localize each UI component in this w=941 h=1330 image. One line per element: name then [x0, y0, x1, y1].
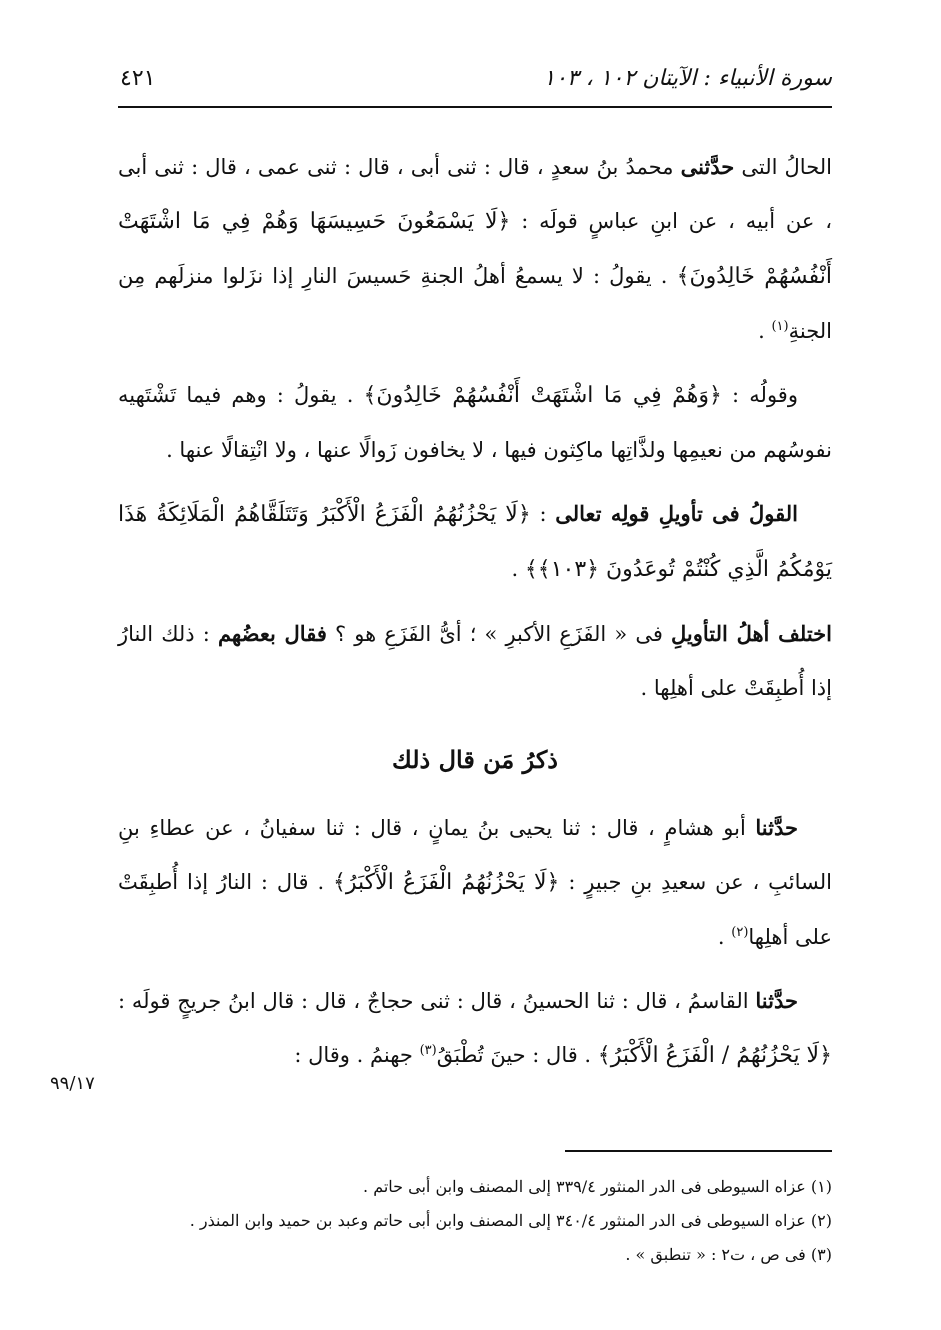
section-heading: ذكرُ مَن قال ذلك	[392, 745, 558, 774]
p1-bold-a: حدَّثنى	[680, 154, 735, 179]
paragraph-3	[118, 487, 832, 597]
footnote-2: (٢) عزاه السيوطى فى الدر المنثور ٣٤٠/٤ إلى المصنف وابن أبى حاتم وعبد بن حميد وابن المنذر .	[189, 1211, 832, 1230]
p6-quran-verse: ﴿لَا يَحْزُنُهُمُ / الْفَزَعُ الْأَكْبَرُ﴾	[597, 1043, 832, 1068]
p6-text-a: القاسمُ ، قال : ثنا الحسينُ ، قال : ثنى حجاجٌ ، قال : قال ابنُ جريجٍ قولَه :	[118, 989, 756, 1013]
running-header	[120, 58, 832, 98]
p4-bold-b: فقال بعضُهم	[217, 621, 327, 646]
p1-quran-verse: ﴿لَا يَسْمَعُونَ حَسِيسَهَا وَهُمْ فِي مَا اشْتَهَتْ أَنْفُسُهُمْ خَالِدُونَ﴾	[118, 209, 832, 289]
p6-bold-a: حدَّثنا	[755, 988, 798, 1013]
p2-text-b: . يقولُ : وهم فيما تَشْتَهيه نفوسُهم من نعيمِها ولذَّاتِها ماكِثون فيها ، لا يخافون زَوالًا عنها ، ولا انْتِقالًا عنها .	[118, 383, 832, 462]
footnote-ref-1: (١)	[771, 319, 789, 334]
paragraph-4	[118, 607, 832, 715]
paragraph-1	[118, 140, 832, 358]
p2-quran-verse: ﴿وَهُمْ فِي مَا اشْتَهَتْ أَنْفُسُهُمْ خَالِدُونَ﴾	[363, 383, 722, 408]
p4-text-b: : ذلك النارُ إذا أُطبِقَتْ على أهلِها .	[118, 622, 832, 700]
page-number: ٤٢١	[120, 65, 156, 91]
p4-bold-a: اختلف أهلُ التأويلِ	[670, 621, 832, 646]
volume-page-marker: ٩٩/١٧	[50, 1073, 95, 1094]
p3-text-b: .	[511, 557, 525, 581]
surah-title: سورة الأنبياء : الآيتان ١٠٢ ، ١٠٣	[543, 65, 832, 91]
p3-text-a: :	[530, 502, 556, 526]
footnotes	[118, 1170, 832, 1272]
p1-text-c: . يقولُ : لا يسمعُ أهلُ الجنةِ حَسيسَ النارِ إذا نزَلوا منزلَهم مِن الجنةِ	[118, 264, 832, 343]
footnote-ref-3: (٣)	[419, 1043, 437, 1058]
p3-quran-verse: ﴿لَا يَحْزُنُهُمُ الْفَزَعُ الْأَكْبَرُ وَتَتَلَقَّاهُمُ الْمَلَائِكَةُ هَذَا يَوْمُكُمُ الَّذِي كُنْتُمْ تُوعَدُونَ ﴿١٠٣﴾﴾	[118, 502, 832, 582]
p5-text-a: أبو هشامٍ ، قال : ثنا يحيى بنُ يمانٍ ، قال : ثنا سفيانُ ، عن عطاءِ بنِ السائبِ ، عن سعيدِ بنِ جبيرٍ :	[118, 816, 833, 894]
p6-text-c: جهنمُ . وقال :	[294, 1043, 420, 1067]
p1-text-b: محمدُ بنُ سعدٍ ، قال : ثنى أبى ، قال : ثنى عمى ، قال : ثنى أبى ، عن أبيه ، عن ابنِ عباسٍ قولَه :	[118, 155, 832, 233]
footnote-3: (٣) فى ص ، ت٢ : « تنطبق » .	[625, 1245, 832, 1264]
p6-text-b: . قال : حينَ تُطْبَقُ	[436, 1043, 598, 1067]
p1-text-d: .	[758, 319, 772, 343]
p5-text-c: .	[717, 925, 732, 949]
footnote-ref-2: (٢)	[731, 925, 749, 940]
p5-quran-verse: ﴿لَا يَحْزُنُهُمُ الْفَزَعُ الْأَكْبَرُ﴾	[333, 870, 560, 895]
footnote-rule	[565, 1150, 832, 1152]
p5-text-b: . قال : النارُ إذا أُطبِقَتْ على أهلِها	[118, 870, 832, 949]
p1-text-a: الحالُ التى	[734, 155, 832, 179]
paragraph-6	[118, 974, 832, 1083]
header-rule	[118, 106, 832, 108]
paragraph-5	[118, 801, 832, 964]
paragraph-2	[118, 368, 832, 477]
p2-text-a: وقولُه :	[721, 383, 798, 407]
main-text	[118, 140, 832, 1093]
p4-text-a: فى « الفَزَعِ الأكبرِ » ؛ أىُّ الفَزَعِ هو ؟	[326, 622, 671, 646]
p3-bold-a: القولُ فى تأويلِ قولِه تعالى	[555, 501, 798, 526]
p5-bold-a: حدَّثنا	[755, 815, 798, 840]
footnote-1: (١) عزاه السيوطى فى الدر المنثور ٣٣٩/٤ إلى المصنف وابن أبى حاتم .	[363, 1177, 832, 1196]
